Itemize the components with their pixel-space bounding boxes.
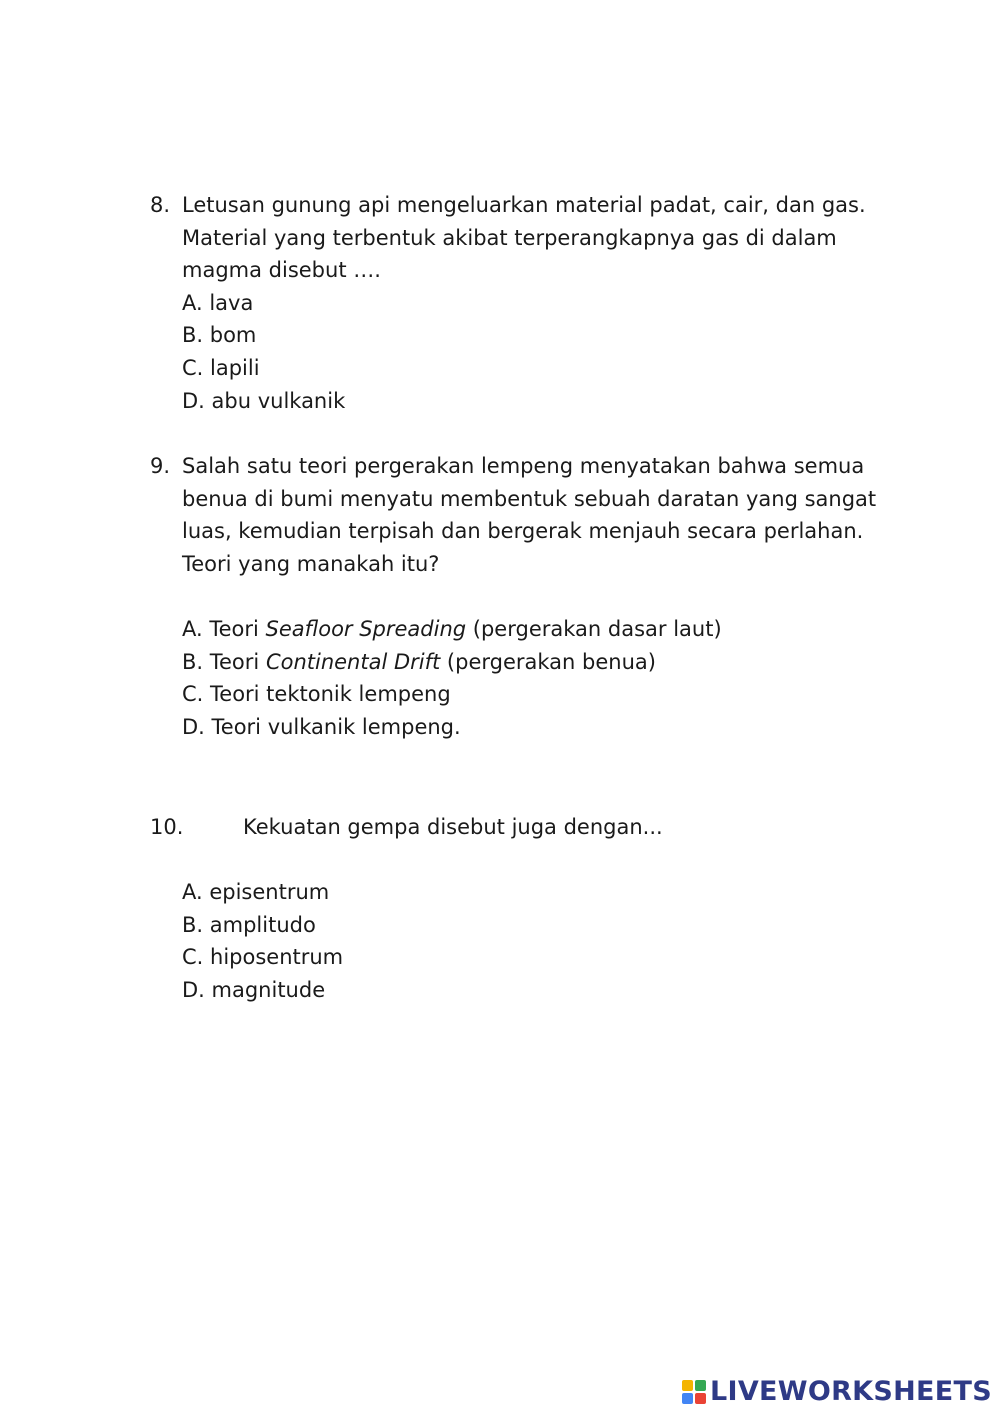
option-prefix: A. Teori (182, 616, 266, 641)
option-a[interactable]: A. lava (182, 290, 254, 315)
question-number: 9. (150, 454, 171, 478)
option-prefix: B. Teori (182, 649, 266, 674)
option-c[interactable]: C. lapili (182, 355, 260, 380)
option-d[interactable]: D. abu vulkanik (182, 388, 346, 413)
logo-grid-icon (682, 1380, 706, 1404)
question-number: 8. (150, 193, 171, 217)
option-term: Continental Drift (265, 649, 441, 674)
question-text: Salah satu teori pergerakan lempeng menyatakan bahwa semua benua di bumi menyatu membentuk sebuah daratan yang sangat luas, kemudian terpisah dan bergerak menjauh secara perlahan. Teori yang manakah itu? (182, 454, 877, 576)
question-text: Kekuatan gempa disebut juga dengan... (243, 815, 663, 839)
option-d[interactable]: D. Teori vulkanik lempeng. (182, 714, 461, 739)
option-suffix: (pergerakan benua) (440, 649, 656, 674)
logo-square (682, 1380, 693, 1391)
logo-square (695, 1380, 706, 1391)
options-list (182, 613, 892, 743)
options-list (182, 287, 892, 417)
question-9 (150, 450, 892, 743)
options-list (182, 876, 953, 1006)
option-b[interactable]: B. amplitudo (182, 912, 316, 937)
brand-name: LIVEWORKSHEETS (709, 1376, 992, 1407)
question-number: 10. (150, 815, 184, 839)
option-c[interactable]: C. Teori tektonik lempeng (182, 682, 451, 707)
option-a[interactable]: A. episentrum (182, 880, 330, 905)
option-term: Seafloor Spreading (265, 616, 467, 641)
question-8 (150, 189, 892, 417)
question-text: Letusan gunung api mengeluarkan material padat, cair, dan gas. Material yang terbentuk akibat terperangkapnya gas di dalam magma disebut …. (182, 193, 866, 283)
liveworksheets-logo (682, 1376, 992, 1407)
question-10 (150, 811, 953, 1007)
option-suffix: (pergerakan dasar laut) (466, 616, 722, 641)
logo-square (682, 1393, 693, 1404)
logo-square (695, 1393, 706, 1404)
option-b[interactable] (182, 646, 892, 679)
option-c[interactable]: C. hiposentrum (182, 945, 344, 970)
option-b[interactable]: B. bom (182, 323, 257, 348)
option-d[interactable]: D. magnitude (182, 977, 326, 1002)
option-a[interactable] (182, 613, 892, 646)
